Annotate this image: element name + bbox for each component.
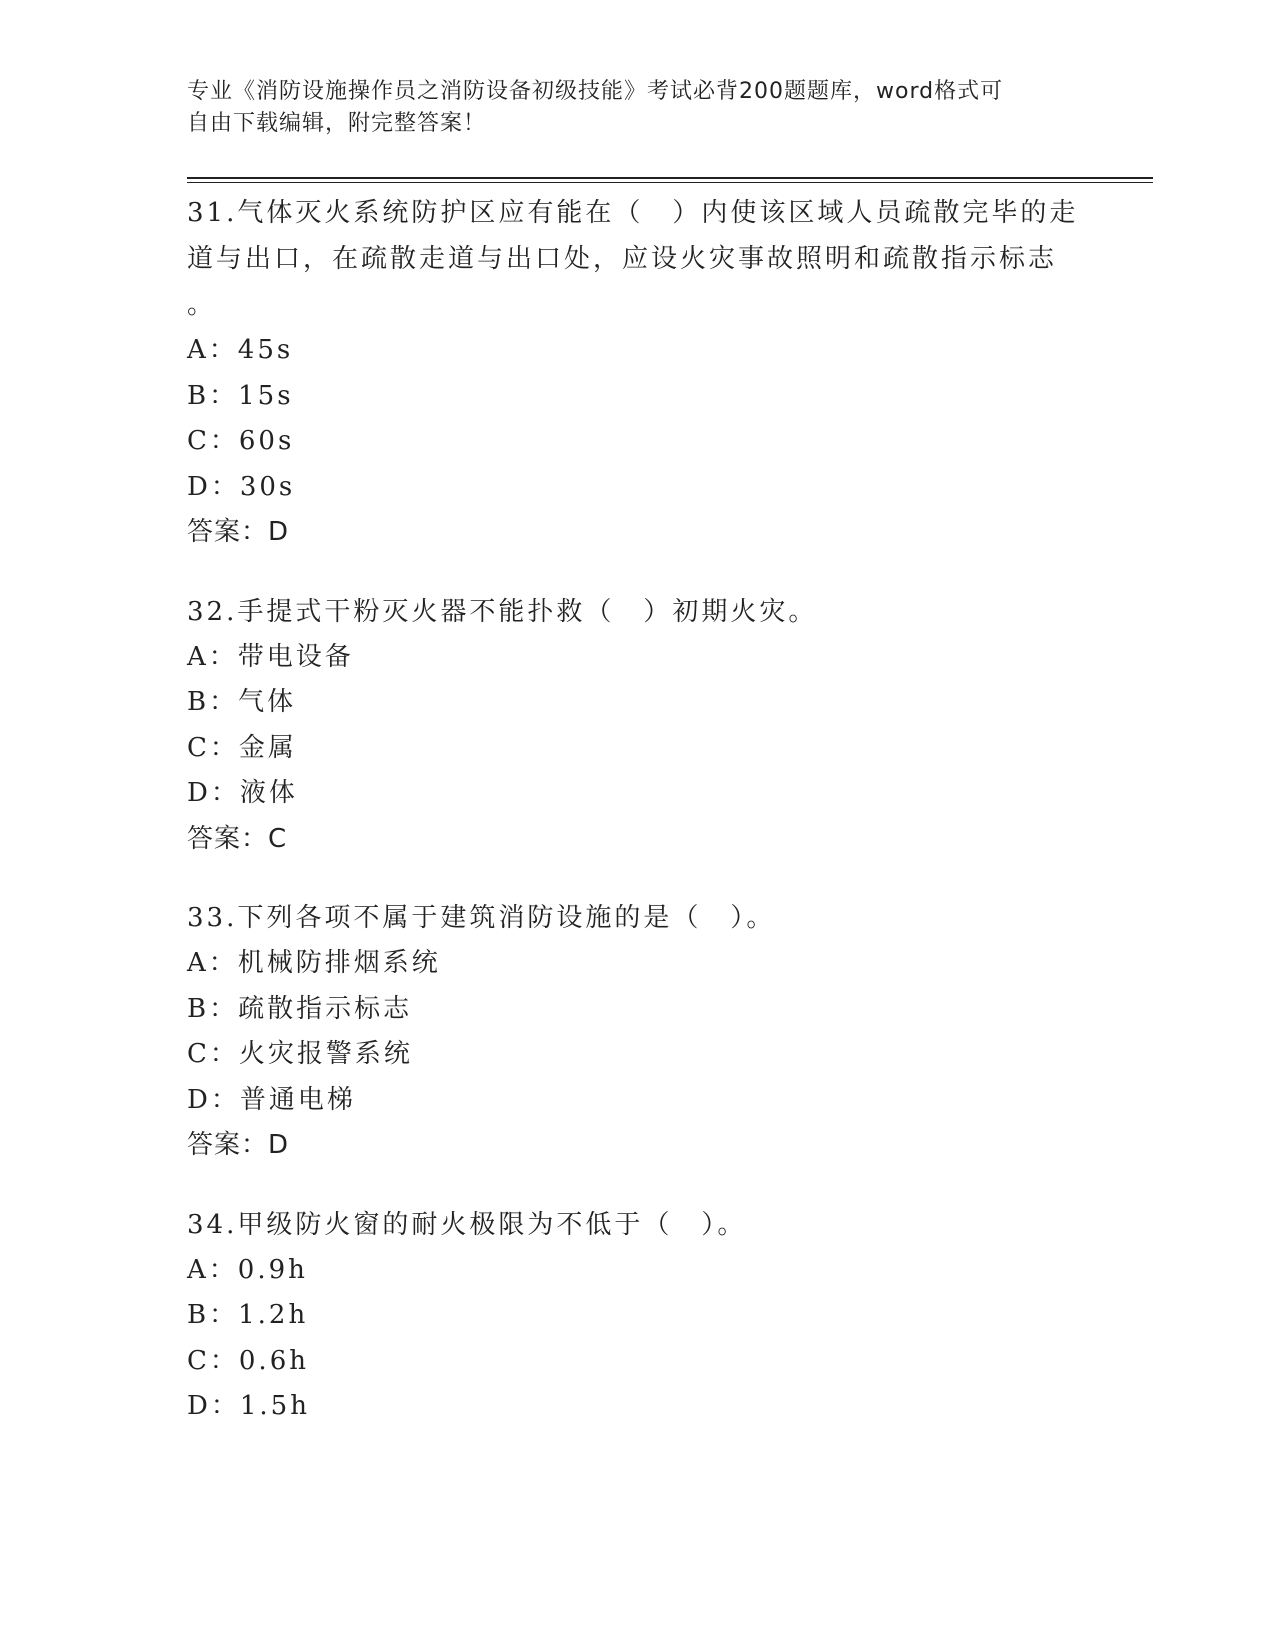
question-stem-line: 32.手提式干粉灭火器不能扑救（ ）初期火灾。 (187, 596, 818, 627)
option-b: B：气体 (187, 687, 297, 717)
option-a: A：机械防排烟系统 (187, 948, 441, 978)
header-divider-thick (187, 177, 1153, 179)
question-list (187, 190, 1087, 1463)
option-a: A：45s (187, 335, 294, 365)
option-c: C：60s (187, 426, 295, 456)
question-34 (187, 1202, 1087, 1430)
option-a: A：0.9h (187, 1254, 308, 1285)
option-c: C：金属 (187, 732, 297, 763)
question-stem-line: 31.气体灭火系统防护区应有能在（ ）内使该区域人员疏散完毕的走 (187, 198, 1079, 228)
answer-text: 答案：C (187, 823, 288, 854)
question-stem-line: 道与出口，在疏散走道与出口处，应设火灾事故照明和疏散指示标志 (187, 244, 1058, 274)
question-33 (187, 895, 1087, 1169)
option-c: C：0.6h (187, 1345, 309, 1376)
option-d: D：1.5h (187, 1391, 310, 1421)
option-d: D：液体 (187, 778, 298, 808)
option-b: B：疏散指示标志 (187, 993, 413, 1024)
question-stem-line: 。 (187, 290, 217, 320)
option-b: B：15s (187, 380, 294, 411)
question-31 (187, 190, 1087, 556)
header-divider-thin (187, 182, 1153, 183)
question-stem-line: 34.甲级防火窗的耐火极限为不低于（ ）。 (187, 1209, 747, 1240)
document-header (187, 76, 1067, 140)
option-b: B：1.2h (187, 1300, 309, 1330)
option-d: D：30s (187, 471, 296, 502)
question-stem-line: 33.下列各项不属于建筑消防设施的是（ ）。 (187, 903, 776, 933)
answer-text: 答案：D (187, 1130, 290, 1160)
answer-text: 答案：D (187, 517, 290, 547)
option-a: A：带电设备 (187, 641, 354, 672)
header-line-1: 专业《消防设施操作员之消防设备初级技能》考试必背200题题库，word格式可 (187, 79, 1004, 104)
question-32 (187, 589, 1087, 863)
header-line-2: 自由下载编辑，附完整答案！ (187, 111, 487, 136)
option-c: C：火灾报警系统 (187, 1039, 413, 1069)
option-d: D：普通电梯 (187, 1084, 356, 1115)
